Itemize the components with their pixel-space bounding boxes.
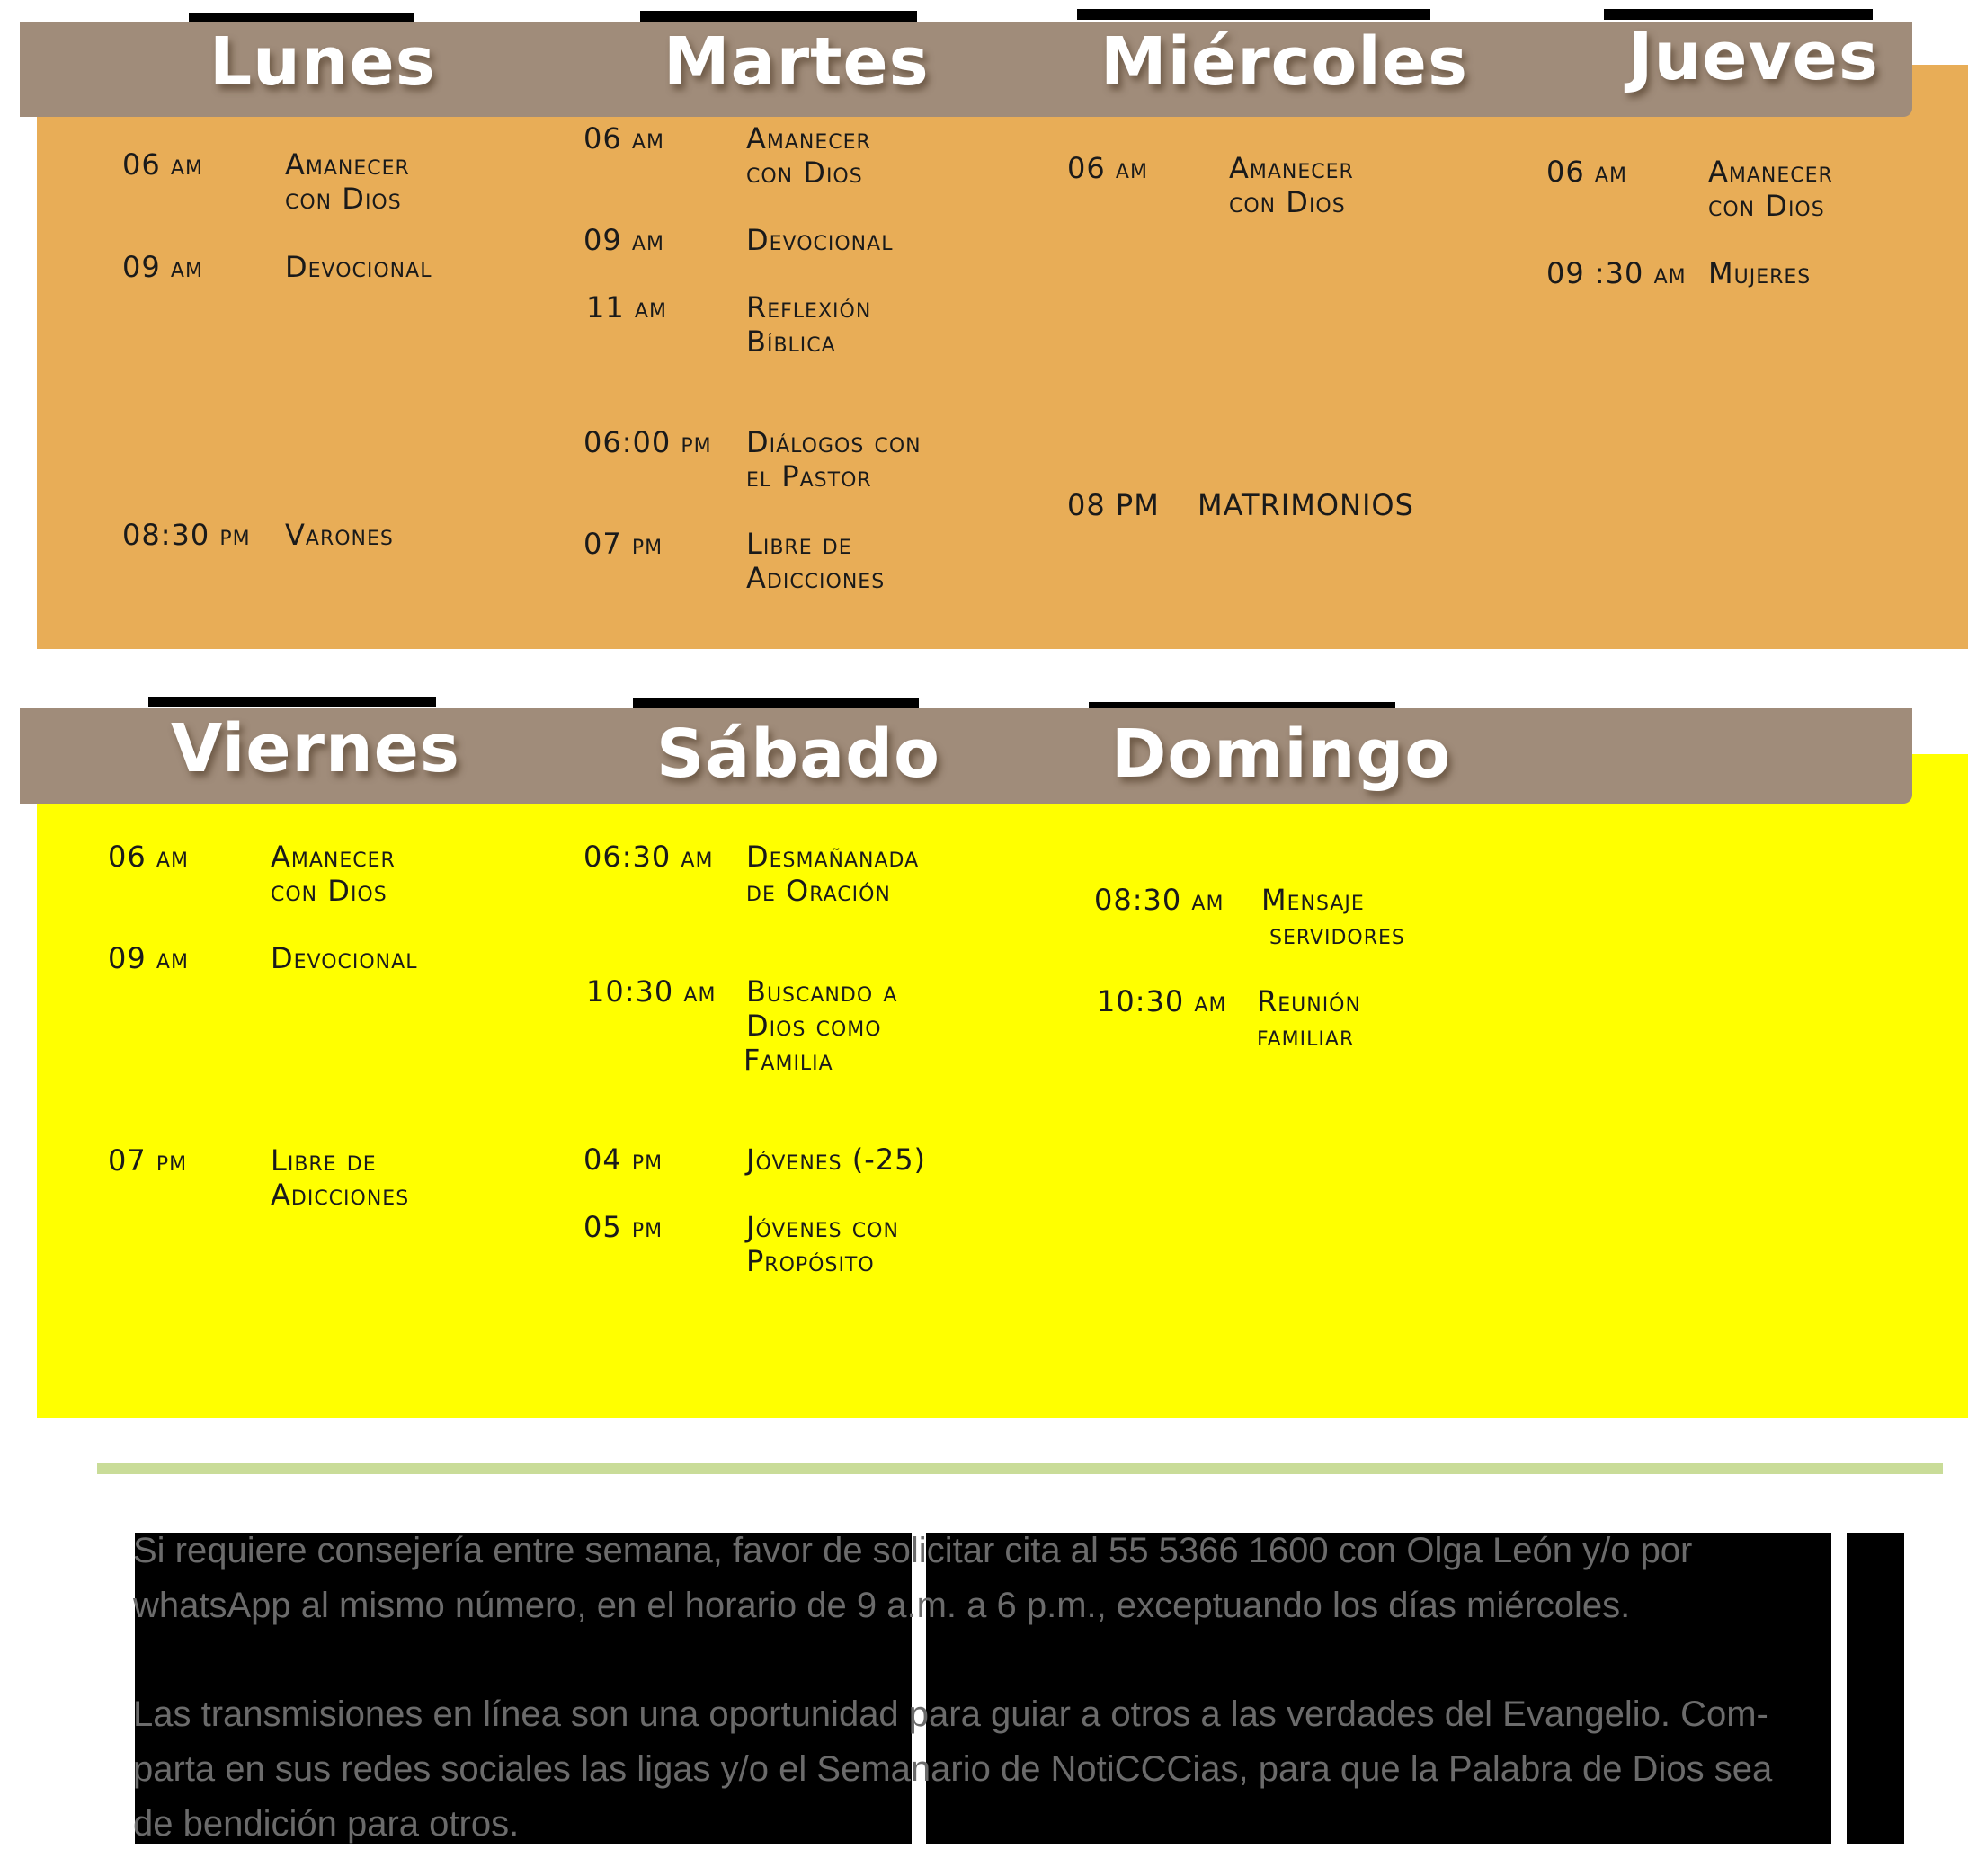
- activity-label: Jóvenes (-25): [746, 1142, 927, 1177]
- activity-label: Reunión: [1257, 984, 1361, 1018]
- activity-label: Amanecer: [271, 840, 396, 874]
- activity-label: con Dios: [271, 874, 387, 908]
- activity-label: con Dios: [746, 156, 863, 190]
- time-label: 06:00 pm: [583, 425, 712, 459]
- activity-label: de Oración: [746, 874, 891, 908]
- activity-label: con Dios: [1708, 189, 1825, 223]
- time-label: 09 am: [583, 223, 664, 257]
- activity-label: Propósito: [746, 1244, 875, 1278]
- time-label: 04 pm: [583, 1142, 663, 1177]
- activity-label: con Dios: [285, 182, 402, 216]
- broadcast-note-line: de bendición para otros.: [133, 1804, 520, 1844]
- activity-label: Devocional: [271, 941, 418, 975]
- activity-label: familiar: [1257, 1018, 1355, 1053]
- time-label: 09 am: [122, 250, 203, 284]
- activity-label: Reflexión: [746, 290, 872, 325]
- time-label: 09 am: [108, 941, 189, 975]
- activity-label: el Pastor: [746, 459, 872, 493]
- activity-label: Mensaje: [1261, 883, 1365, 917]
- activity-label: Amanecer: [746, 121, 871, 156]
- time-label: 06 am: [1067, 151, 1148, 185]
- redaction-box: [1847, 1533, 1904, 1844]
- activity-label: Mujeres: [1708, 256, 1812, 290]
- activity-label: Libre de: [746, 527, 852, 561]
- time-label: 06 am: [108, 840, 189, 874]
- orange-panel-tail: [1906, 65, 1968, 119]
- day-title-sabado: Sábado: [656, 716, 940, 793]
- activity-label: Dios como: [746, 1009, 882, 1043]
- time-label: 06:30 am: [583, 840, 714, 874]
- activity-label: Bíblica: [746, 325, 836, 359]
- activity-label: Devocional: [746, 223, 894, 257]
- activity-label: Amanecer: [285, 147, 410, 182]
- counseling-note-line: whatsApp al mismo número, en el horario de 9 a.m. a 6 p.m., exceptuando los días miércoles.: [133, 1586, 1631, 1625]
- activity-label: Familia: [744, 1043, 833, 1077]
- time-label: 07 pm: [583, 527, 663, 561]
- activity-label: Jóvenes con: [746, 1210, 899, 1244]
- activity-label: Libre de: [271, 1143, 377, 1178]
- day-title-jueves: Jueves: [1628, 18, 1879, 95]
- day-title-martes: Martes: [663, 23, 930, 101]
- time-label: 06 am: [122, 147, 203, 182]
- time-label: 10:30 am: [1097, 984, 1227, 1018]
- time-label: 10:30 am: [586, 974, 717, 1009]
- day-title-lunes: Lunes: [209, 23, 436, 101]
- broadcast-note-line: parta en sus redes sociales las ligas y/o el Semanario de NotiCCCias, para que la Palabra de Dios sea: [133, 1749, 1773, 1789]
- activity-label: servidores: [1269, 917, 1405, 951]
- activity-label: Buscando a: [746, 974, 898, 1009]
- activity-label: Desmañanada: [746, 840, 920, 874]
- activity-label: Diálogos con: [746, 425, 922, 459]
- broadcast-note-line: Las transmisiones en línea son una oportunidad para guiar a otros a las verdades del Evangelio. Com-: [133, 1694, 1768, 1734]
- time-label: 08 PM: [1067, 488, 1160, 522]
- activity-label: con Dios: [1229, 185, 1346, 219]
- time-label: 05 pm: [583, 1210, 663, 1244]
- activity-label: Adicciones: [746, 561, 886, 595]
- time-label: 08:30 pm: [122, 518, 251, 552]
- time-label: 06 am: [1546, 155, 1627, 189]
- day-title-viernes: Viernes: [171, 710, 460, 787]
- day-title-miercoles: Miércoles: [1100, 23, 1468, 101]
- day-title-domingo: Domingo: [1111, 716, 1452, 793]
- activity-label: Varones: [285, 518, 394, 552]
- activity-label: Devocional: [285, 250, 432, 284]
- time-label: 09 :30 am: [1546, 256, 1687, 290]
- activity-label: Adicciones: [271, 1178, 410, 1212]
- time-label: 11 am: [586, 290, 667, 325]
- section-divider: [97, 1463, 1943, 1474]
- activity-label: Amanecer: [1708, 155, 1833, 189]
- tab-marker: [640, 11, 917, 22]
- activity-label: Amanecer: [1229, 151, 1354, 185]
- tab-marker: [148, 697, 436, 707]
- counseling-note-line: Si requiere consejería entre semana, favor de solicitar cita al 55 5366 1600 con Olga León y/o por: [133, 1531, 1693, 1570]
- tab-marker: [1077, 9, 1430, 20]
- time-label: 06 am: [583, 121, 664, 156]
- activity-label: MATRIMONIOS: [1198, 488, 1414, 522]
- time-label: 08:30 am: [1094, 883, 1224, 917]
- time-label: 07 pm: [108, 1143, 188, 1178]
